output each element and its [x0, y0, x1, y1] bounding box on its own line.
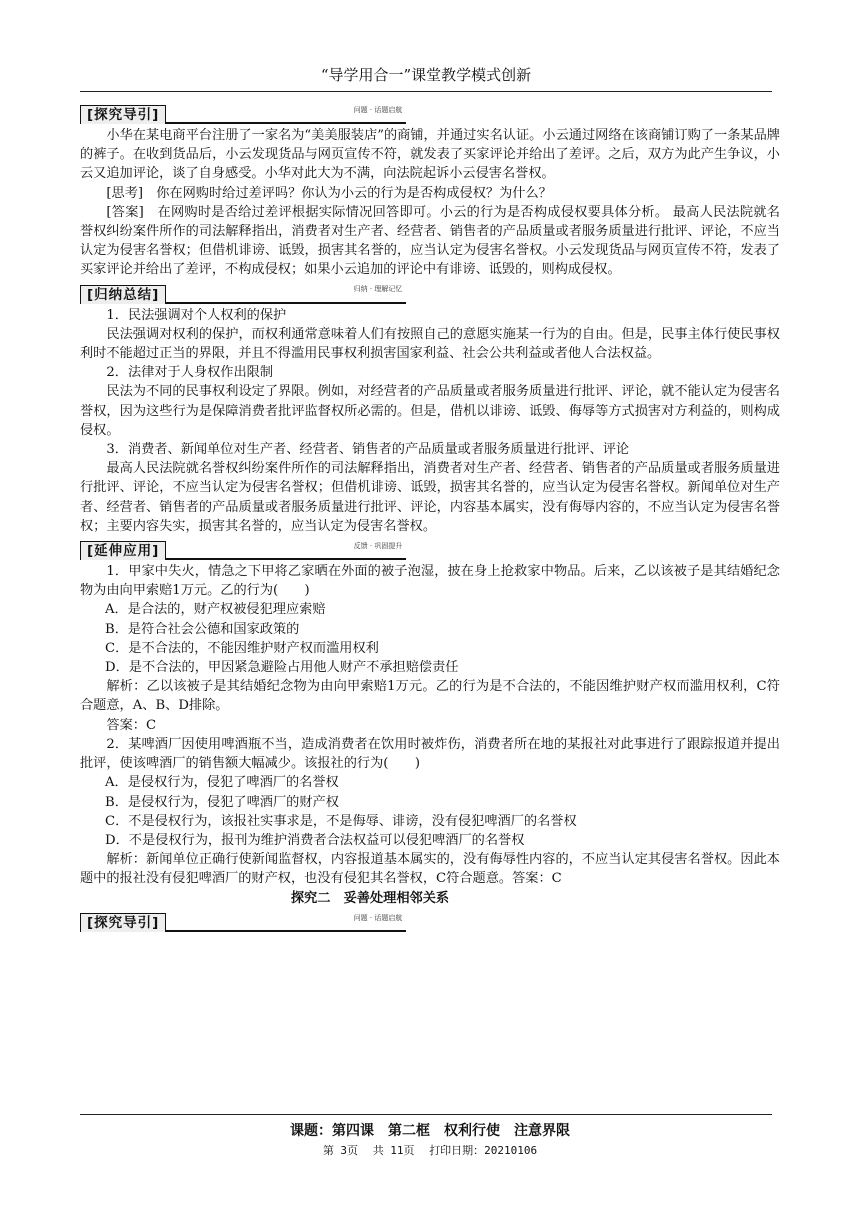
- section-note: 归纳 · 理解记忆: [353, 285, 403, 294]
- section-header-tanjiu: [80, 104, 780, 124]
- section-note: 问题 · 话题启航: [353, 105, 403, 114]
- footer-page-info: [0, 1142, 860, 1158]
- section-tag: [探究导引]: [80, 913, 166, 932]
- question-2-stem: 2．某啤酒厂因使用啤酒瓶不当，造成消费者在饮用时被炸伤，消费者所在地的某报社对此事进行了跟踪报道并提出批评，使该啤酒厂的销售额大幅减少。该报社的行为( ): [80, 736, 780, 772]
- section-tag: [延伸应用]: [80, 541, 166, 560]
- summary-heading-3: 3．消费者、新闻单位对生产者、经营者、销售者的产品质量或者服务质量进行批评、评论: [106, 442, 630, 458]
- question-1-analysis: 解析：乙以该被子是其结婚纪念物为由向甲索赔1万元。乙的行为是不合法的，不能因维护财产权而滥用权利，C符合题意，A、B、D排除。: [80, 679, 780, 714]
- summary-paragraph-1: 民法强调对权利的保护，而权利通常意味着人们有按照自己的意愿实施某一行为的自由。但是，民事主体行使民事权利时不能超过正当的界限，并且不得滥用民事权利损害国家利益、社会公共利益或者他人合法权益。: [80, 326, 780, 362]
- summary-paragraph-2: 民法为不同的民事权利设定了界限。例如，对经营者的产品质量或者服务质量进行批评、评论，就不能认定为侵害名誉权，因为这些行为是保障消费者批评监督权所必需的。但是，借机以诽谤、诋毁、侮辱等方式损害对方利益的，则构成侵权。: [80, 384, 780, 438]
- question-2-option-c: C．不是侵权行为，该报社实事求是，不是侮辱、诽谤，没有侵犯啤酒厂的名誉权: [105, 813, 577, 829]
- section-tag: [归纳总结]: [80, 285, 166, 304]
- summary-heading-1: 1．民法强调对个人权利的保护: [106, 307, 287, 323]
- question-2-option-a: A．是侵权行为，侵犯了啤酒厂的名誉权: [105, 775, 339, 791]
- question-2-option-b: B．是侵权行为，侵犯了啤酒厂的财产权: [105, 794, 339, 810]
- question-2-option-d: D．不是侵权行为，报刊为维护消费者合法权益可以侵犯啤酒厂的名誉权: [105, 832, 525, 848]
- section-rule: [166, 540, 406, 560]
- section-tag: [探究导引]: [80, 105, 166, 124]
- footer-page-total: 共 11页: [372, 1144, 415, 1157]
- section-header-tanjiu-2: [80, 912, 780, 932]
- footer-page-number: 第 3页: [322, 1144, 359, 1157]
- section-header-guina: [80, 284, 780, 304]
- section-2-title: 探究二 妥善处理相邻关系: [290, 890, 450, 906]
- question-1-option-d: D．是不合法的，甲因紧急避险占用他人财产不承担赔偿责任: [105, 660, 459, 676]
- section-note: 反馈 · 巩固提升: [353, 541, 403, 550]
- summary-heading-2: 2．法律对于人身权作出限制: [106, 365, 274, 381]
- question-2-analysis: 解析：新闻单位正确行使新闻监督权，内容报道基本属实的，没有侮辱性内容的，不应当认定其侵害名誉权。因此本题中的报社没有侵犯啤酒厂的财产权，也没有侵犯其名誉权，C符合题意。答案：C: [80, 852, 780, 887]
- answer-text: [答案] 在网购时是否给过差评根据实际情况回答即可。小云的行为是否构成侵权要具体分析。 最高人民法院就名誉权纠纷案件所作的司法解释指出，消费者对生产者、经营者、销售者的产品质量或者服务质量进行批评、评论，不应当认定为侵害名誉权；但借机诽谤、诋毁，损害其名誉的，应当认定为侵害名誉权。小云发现货品与网页宣传不符，发表了买家评论并给出了差评，不构成侵权；如果小云追加的评论中有诽谤、诋毁的，则构成侵权。: [80, 204, 780, 278]
- case-text: 小华在某电商平台注册了一家名为“美美服装店”的商铺，并通过实名认证。小云通过网络在该商铺订购了一条某品牌的裤子。在收到货品后，小云发现货品与网页宣传不符，就发表了买家评论并给出了差评。之后，双方为此产生争议，小云又追加评论，谈了自身感受。小华对此大为不满，向法院起诉小云侵害名誉权。: [80, 128, 780, 182]
- footer-title: 课题：第四课 第二框 权利行使 注意界限: [290, 1123, 570, 1139]
- footer-rule: [80, 1114, 772, 1115]
- summary-paragraph-3: 最高人民法院就名誉权纠纷案件所作的司法解释指出，消费者对生产者、经营者、销售者的产品质量或者服务质量进行批评、评论，不应当认定为侵害名誉权；但借机诽谤、诋毁，损害其名誉的，应当认定为侵害名誉权。新闻单位对生产者、经营者、销售者的产品质量或者服务质量进行批评、评论，内容基本属实，没有侮辱内容的，不应当认定为侵害名誉权；主要内容失实，损害其名誉的，应当认定为侵害名誉权。: [80, 461, 780, 534]
- page-header: “导学用合一”课堂教学模式创新: [80, 64, 772, 92]
- page-content: [80, 100, 780, 934]
- think-text: [思考] 你在网购时给过差评吗？你认为小云的行为是否构成侵权？为什么？: [106, 185, 552, 201]
- question-1-answer: 答案：C: [106, 717, 157, 733]
- section-rule: [166, 104, 406, 124]
- section-header-yanshen: [80, 540, 780, 560]
- section-note: 问题 · 话题启航: [353, 913, 403, 922]
- section-rule: [166, 912, 406, 932]
- question-1-option-c: C．是不合法的，不能因维护财产权而滥用权利: [105, 640, 379, 656]
- question-1-option-b: B．是符合社会公德和国家政策的: [105, 621, 300, 637]
- section-rule: [166, 284, 406, 304]
- question-1-stem: 1．甲家中失火，情急之下甲将乙家晒在外面的被子泡湿，披在身上抢救家中物品。后来，乙以该被子是其结婚纪念物为由向甲索赔1万元。乙的行为( ): [80, 564, 780, 599]
- question-1-option-a: A．是合法的，财产权被侵犯理应索赔: [105, 602, 326, 618]
- footer-print-date: 打印日期：20210106: [429, 1144, 538, 1157]
